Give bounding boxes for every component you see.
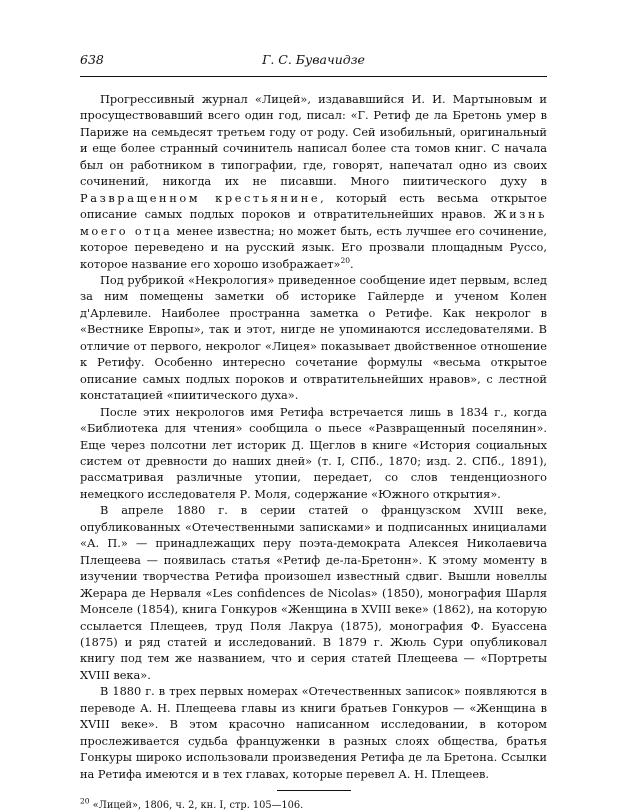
footnote bbox=[80, 796, 547, 812]
page-number: 638 bbox=[80, 52, 104, 67]
body-text bbox=[80, 91, 547, 782]
book-page bbox=[80, 52, 547, 812]
paragraph-4: В апреле 1880 г. в серии статей о французском XVIII веке, опубликованных «Отечественными записками» и подписанных инициалами «А. П.» — принадлежащих перу поэта-демократа Алексея Николаевича Плещеева — появилась статья «Ретиф де-ла-Бретонн». К этому моменту в изучении творчества Ретифа произошел известный сдвиг. Вышли новеллы Жерара де Нерваля «Les confidences de Nicolas» (1850), монография Шарля Монселе (1854), книга Гонкуров «Женщина в XVIII веке» (1862), на которую ссылается Плещеев, труд Поля Лакруа (1875), монография Ф. Буассена (1875) и ряд статей и исследований. В 1879 г. Жюль Сури опубликовал книгу под тем же названием, что и серия статей Плещеева — «Портреты XVIII века». bbox=[80, 503, 547, 682]
spaced-title-zhizn-moego-otsa: Жизнь моего отца bbox=[80, 207, 547, 238]
footnote-number: 20 bbox=[80, 796, 90, 806]
footnote-text: «Лицей», 1806, ч. 2, кн. I, стр. 105—106. bbox=[92, 800, 304, 812]
paragraph-1: Прогрессивный журнал «Лицей», издававшийся И. И. Мартыновым и просуществовавший всего один год, писал: «Г. Ретиф де ла Бретонь умер в Париже на семьдесят третьем году от роду. Сей изобильный, оригинальный и еще более странный сочинитель написал более ста томов книг. С начала был он работником в типографии, где, говорят, напечатал одно из своих сочинений, никогда их не писавши. Много пиитического духу в Развращенном крестьянине, который есть весьма открытое описание самых подлых пороков и отвратительнейших нравов. Жизнь моего отца менее известна; но может быть, есть лучшее его сочинение, которое переведено и на русский язык. Его прозвали площадным Руссо, которое название его хорошо изображает»$^{20}$. bbox=[80, 92, 547, 271]
footnote-rule bbox=[277, 790, 351, 791]
running-title: Г. С. Бувачидзе bbox=[262, 52, 365, 67]
paragraph-3: После этих некрологов имя Ретифа встречается лишь в 1834 г., когда «Библиотека для чтения» сообщила о пьесе «Развращенный поселянин». Еще через полсотни лет историк Д. Щеглов в книге «История социальных систем от древности до наших дней» (т. I, СПб., 1870; изд. 2. СПб., 1891), рассматривая различные утопии, передает, со слов тенденциозного немецкого исследователя Р. Моля, содержание «Южного открытия». bbox=[80, 404, 547, 501]
footnote-ref: 20 bbox=[340, 255, 351, 265]
paragraph-2: Под рубрикой «Некрология» приведенное сообщение идет первым, вслед за ним помещены заметки об историке Гайлерде и ученом Колен д'Арлевиле. Наиболее пространна заметка о Ретифе. Как некролог в «Вестнике Европы», так и этот, нигде не упоминаются исследователями. В отличие от первого, некролог «Лицея» показывает двойственное отношение к Ретифу. Особенно интересно сочетание формулы «весьма открытое описание самых подлых пороков и отвратительнейших нравов», с лестной констатацией «пиитического духа». bbox=[80, 272, 547, 403]
page-header bbox=[80, 52, 547, 72]
header-rule bbox=[80, 76, 547, 77]
paragraph-5: В 1880 г. в трех первых номерах «Отечественных записок» появляются в переводе А. Н. Плещеева главы из книги братьев Гонкуров — «Женщина в XVIII веке». В этом красочно написанном исследовании, в котором прослеживается судьба француженки в разных слоях общества, братья Гонкуры широко использовали произведения Ретифа де ла Бретона. Ссылки на Ретифа имеются и в тех главах, которые перевел А. Н. Плещеев. bbox=[80, 684, 547, 781]
spaced-title-razvrashchennyi-krestyanin: Развращенном крестьянине bbox=[80, 190, 321, 205]
